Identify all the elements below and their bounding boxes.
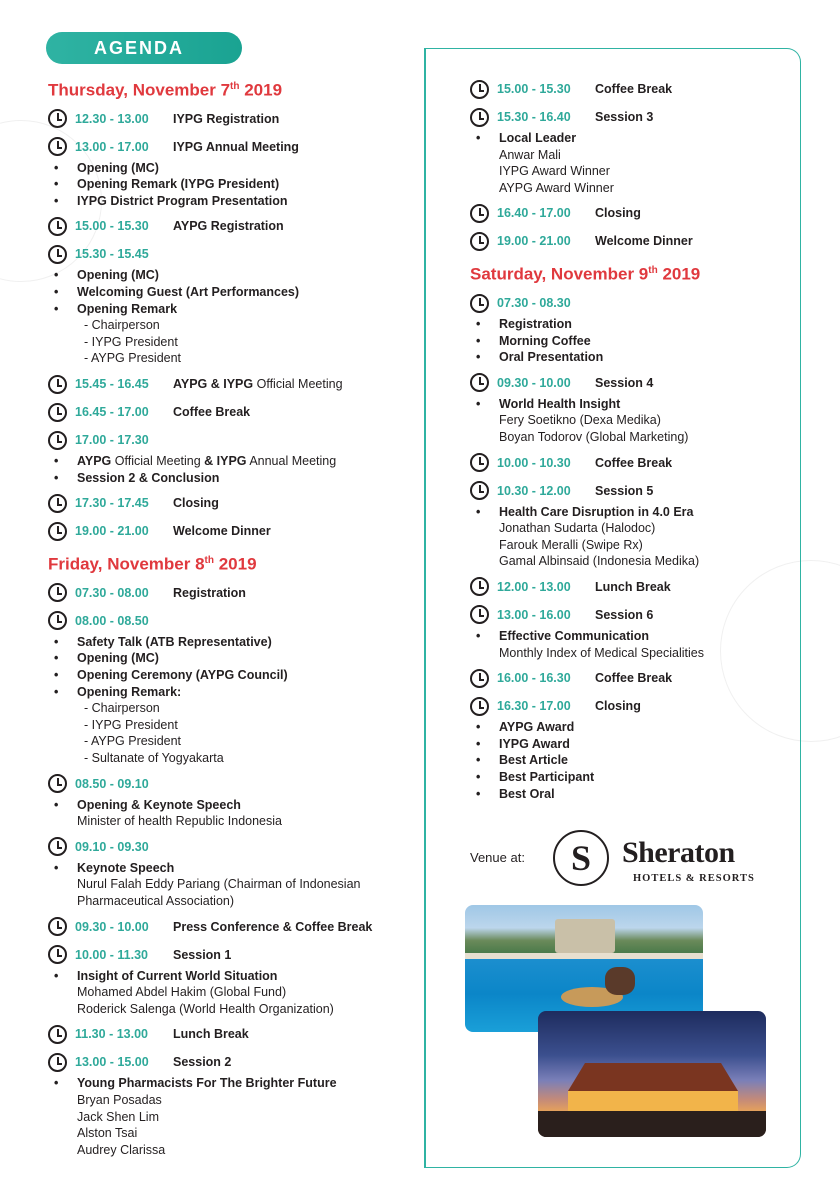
- agenda-slot: [470, 480, 790, 570]
- list-item: • Health Care Disruption in 4.0 Era: [470, 504, 790, 521]
- agenda-slot: [470, 106, 790, 196]
- agenda-slot: [48, 243, 418, 367]
- list-item: • Local Leader: [470, 130, 790, 147]
- slot-row: [48, 582, 418, 604]
- agenda-header: [46, 32, 242, 64]
- text-normal: Annual Meeting: [246, 454, 337, 468]
- list-item: • IYPG Award: [470, 736, 790, 753]
- clock-icon: [48, 217, 67, 236]
- slot-time: 11.30 - 13.00: [75, 1027, 148, 1042]
- slot-title: Lunch Break: [595, 579, 671, 594]
- list-subitem: Boyan Todorov (Global Marketing): [499, 430, 689, 444]
- agenda-slot: [48, 944, 418, 1018]
- list-item: • Effective Communication: [470, 628, 790, 645]
- list-item: • Best Oral: [470, 786, 790, 803]
- slot-row: [48, 429, 418, 451]
- list-subitem: Jonathan Sudarta (Halodoc): [499, 521, 656, 536]
- list-item: • World Health Insight: [470, 396, 790, 413]
- list-item: • Opening (MC): [48, 650, 418, 667]
- slot-row: [48, 136, 418, 158]
- list-subitem: Audrey Clarissa: [77, 1142, 166, 1157]
- clock-icon: [48, 583, 67, 602]
- slot-time: 13.00 - 17.00: [75, 139, 149, 154]
- day-heading: [48, 76, 418, 102]
- slot-row: [470, 480, 790, 502]
- agenda-slot: [48, 492, 418, 514]
- list-item: • Safety Talk (ATB Representative): [48, 634, 418, 651]
- slot-time: 09.30 - 10.00: [75, 919, 149, 934]
- agenda-slot: [470, 695, 790, 802]
- list-item: • Opening (MC): [48, 267, 418, 284]
- brand-subtitle: HOTELS & RESORTS: [633, 873, 755, 884]
- agenda-slot: [470, 230, 790, 252]
- clock-icon: [470, 204, 489, 223]
- agenda-slot: [470, 667, 790, 689]
- clock-icon: [48, 837, 67, 856]
- clock-icon: [48, 522, 67, 541]
- slot-row: [470, 667, 790, 689]
- slot-row: [48, 108, 418, 130]
- slot-items: [470, 130, 790, 196]
- slot-items: [470, 396, 790, 446]
- slot-items: [48, 267, 418, 367]
- day-heading: [470, 260, 790, 286]
- slot-time: 16.30 - 17.00: [497, 699, 571, 714]
- agenda-slot: [470, 372, 790, 446]
- list-item: • Keynote Speech: [48, 860, 418, 877]
- slot-time: 13.00 - 15.00: [75, 1055, 149, 1070]
- slot-time: 09.30 - 10.00: [497, 375, 571, 390]
- list-item: • Opening Remark:: [48, 684, 418, 701]
- list-subitem: Nurul Falah Eddy Pariang (Chairman of Indonesian: [77, 877, 361, 892]
- agenda-slot: [48, 429, 418, 486]
- clock-icon: [48, 774, 67, 793]
- slot-items: [470, 316, 790, 366]
- slot-title-bold: AYPG & IYPG: [173, 377, 254, 391]
- slot-items: [48, 634, 418, 767]
- list-item: • Opening Remark (IYPG President): [48, 176, 418, 193]
- list-item: • Welcoming Guest (Art Performances): [48, 284, 418, 301]
- clock-icon: [470, 605, 489, 624]
- slot-title: Welcome Dinner: [595, 234, 693, 249]
- agenda-slot: [470, 452, 790, 474]
- slot-row: [48, 373, 418, 395]
- slot-time: 13.00 - 16.00: [497, 607, 571, 622]
- slot-time: 17.00 - 17.30: [75, 433, 149, 447]
- slot-row: [470, 106, 790, 128]
- clock-icon: [48, 611, 67, 630]
- slot-time: 10.30 - 12.00: [497, 483, 571, 498]
- list-subitem: - AYPG President: [84, 734, 182, 749]
- list-item: [48, 453, 418, 470]
- slot-items: [48, 160, 418, 210]
- agenda-slot: [48, 773, 418, 830]
- clock-icon: [48, 1025, 67, 1044]
- list-subitem: Mohamed Abdel Hakim (Global Fund): [77, 985, 287, 1000]
- slot-row: [48, 836, 418, 858]
- slot-time: 09.10 - 09.30: [75, 839, 149, 854]
- list-subitem: Farouk Meralli (Swipe Rx): [499, 537, 643, 552]
- day-year: 2019: [657, 265, 701, 285]
- slot-time: 15.00 - 15.30: [497, 82, 571, 96]
- agenda-slot: [48, 373, 418, 395]
- slot-title: Closing: [595, 206, 641, 221]
- day-name: Saturday, November 9: [470, 265, 649, 285]
- list-subitem: Jack Shen Lim: [77, 1109, 159, 1124]
- slot-title: Coffee Break: [595, 671, 673, 686]
- slot-row: [48, 610, 418, 632]
- list-subitem: Roderick Salenga (World Health Organization): [77, 1001, 334, 1016]
- slot-row: [48, 492, 418, 514]
- slot-time: 07.30 - 08.00: [75, 585, 149, 600]
- agenda-slot: [48, 136, 418, 210]
- clock-icon: [48, 431, 67, 450]
- slot-title: Coffee Break: [595, 455, 673, 470]
- list-item: • Session 2 & Conclusion: [48, 470, 418, 487]
- right-column: [470, 72, 790, 802]
- slot-time: 16.45 - 17.00: [75, 405, 149, 419]
- agenda-slot: [48, 916, 418, 938]
- slot-title: Coffee Break: [173, 405, 251, 419]
- slot-row: [48, 944, 418, 966]
- slot-row: [48, 1023, 418, 1045]
- slot-title: Session 2: [173, 1055, 232, 1070]
- list-subitem: - AYPG President: [84, 351, 182, 366]
- slot-items: [48, 1075, 418, 1158]
- slot-row: [470, 372, 790, 394]
- clock-icon: [48, 917, 67, 936]
- slot-row: [470, 604, 790, 626]
- slot-title: AYPG Registration: [173, 219, 284, 234]
- slot-row: [470, 576, 790, 598]
- slot-items: [48, 453, 418, 486]
- slot-title-normal: Official Meeting: [253, 377, 343, 391]
- clock-icon: [470, 577, 489, 596]
- agenda-slot: [48, 582, 418, 604]
- agenda-slot: [48, 108, 418, 130]
- list-item: • Registration: [470, 316, 790, 333]
- clock-icon: [48, 137, 67, 156]
- day-ordinal: th: [204, 555, 214, 567]
- day-name: Friday, November 8: [48, 554, 205, 574]
- slot-title: Session 5: [595, 483, 654, 498]
- slot-time: 12.00 - 13.00: [497, 579, 571, 594]
- slot-title: Lunch Break: [173, 1027, 249, 1042]
- slot-items: [470, 719, 790, 802]
- slot-row: [470, 202, 790, 224]
- clock-icon: [470, 373, 489, 392]
- slot-time: 15.30 - 16.40: [497, 110, 571, 124]
- list-subitem: Pharmaceutical Association): [77, 893, 235, 908]
- list-subitem: IYPG Award Winner: [499, 164, 610, 179]
- clock-icon: [470, 697, 489, 716]
- list-subitem: - Chairperson: [84, 701, 160, 716]
- clock-icon: [48, 494, 67, 513]
- agenda-slot: [48, 1023, 418, 1045]
- clock-icon: [470, 108, 489, 127]
- list-subitem: Gamal Albinsaid (Indonesia Medika): [499, 554, 700, 569]
- slot-title: [173, 377, 343, 391]
- list-subitem: - IYPG President: [84, 334, 178, 349]
- text-bold: AYPG: [77, 454, 112, 468]
- slot-title: IYPG Annual Meeting: [173, 139, 299, 154]
- agenda-slot: [48, 215, 418, 237]
- left-column: [48, 76, 418, 1158]
- clock-icon: [470, 481, 489, 500]
- agenda-title: AGENDA: [94, 37, 185, 58]
- day-year: 2019: [213, 554, 257, 574]
- day-heading: [48, 550, 418, 576]
- day-ordinal: th: [230, 81, 240, 92]
- slot-title: Session 1: [173, 947, 232, 962]
- slot-time: 08.50 - 09.10: [75, 776, 149, 791]
- sheraton-logo-icon: [553, 830, 609, 886]
- agenda-slot: [470, 292, 790, 366]
- slot-title: Session 3: [595, 110, 654, 124]
- slot-title: Session 4: [595, 375, 654, 390]
- slot-row: [470, 292, 790, 314]
- agenda-slot: [48, 1051, 418, 1158]
- slot-items: [470, 504, 790, 570]
- list-item: • Best Participant: [470, 769, 790, 786]
- clock-icon: [48, 109, 67, 128]
- logo-letter: S: [570, 838, 592, 878]
- clock-icon: [470, 669, 489, 688]
- agenda-slot: [470, 576, 790, 598]
- slot-time: 19.00 - 21.00: [75, 524, 149, 539]
- slot-row: [48, 243, 418, 265]
- slot-row: [48, 215, 418, 237]
- slot-items: [48, 860, 418, 910]
- slot-row: [48, 916, 418, 938]
- slot-items: [470, 628, 790, 661]
- clock-icon: [470, 232, 489, 251]
- slot-items: [48, 968, 418, 1018]
- slot-row: [48, 520, 418, 542]
- hotel-night-photo: [538, 1011, 766, 1137]
- text-normal: Official Meeting: [111, 454, 205, 468]
- list-item: • Young Pharmacists For The Brighter Future: [48, 1075, 418, 1092]
- list-item: • Opening & Keynote Speech: [48, 797, 418, 814]
- slot-title: Press Conference & Coffee Break: [173, 919, 373, 934]
- list-item: • Opening Ceremony (AYPG Council): [48, 667, 418, 684]
- slot-row: [470, 78, 790, 100]
- slot-title: Closing: [173, 496, 219, 511]
- list-item: • Morning Coffee: [470, 333, 790, 350]
- list-item: • Insight of Current World Situation: [48, 968, 418, 985]
- day-name: Thursday, November 7: [48, 80, 231, 100]
- slot-time: 10.00 - 10.30: [497, 455, 571, 470]
- slot-time: 10.00 - 11.30: [75, 947, 148, 962]
- slot-title: Coffee Break: [595, 82, 673, 96]
- list-subitem: Anwar Mali: [499, 147, 561, 162]
- list-subitem: - Chairperson: [84, 318, 160, 333]
- venue-label: Venue at:: [470, 850, 525, 865]
- clock-icon: [48, 945, 67, 964]
- list-subitem: - Sultanate of Yogyakarta: [84, 751, 224, 765]
- list-subitem: Monthly Index of Medical Specialities: [499, 645, 704, 660]
- slot-row: [470, 695, 790, 717]
- day-year: 2019: [239, 80, 283, 100]
- slot-time: 15.45 - 16.45: [75, 377, 149, 391]
- slot-time: 16.40 - 17.00: [497, 206, 571, 221]
- list-item: • AYPG Award: [470, 719, 790, 736]
- list-item: • Opening Remark: [48, 301, 418, 318]
- agenda-slot: [470, 202, 790, 224]
- slot-time: 15.30 - 15.45: [75, 247, 149, 262]
- clock-icon: [48, 245, 67, 264]
- agenda-slot: [470, 78, 790, 100]
- agenda-slot: [48, 610, 418, 767]
- slot-time: 15.00 - 15.30: [75, 219, 149, 234]
- clock-icon: [470, 294, 489, 313]
- agenda-slot: [48, 520, 418, 542]
- list-subitem: AYPG Award Winner: [499, 180, 614, 195]
- text-bold: & IYPG: [204, 454, 247, 468]
- clock-icon: [48, 375, 67, 394]
- list-subitem: Bryan Posadas: [77, 1092, 162, 1107]
- slot-title: Registration: [173, 585, 246, 600]
- clock-icon: [48, 1053, 67, 1072]
- slot-title: Session 6: [595, 607, 654, 622]
- list-subitem: Alston Tsai: [77, 1126, 138, 1141]
- slot-time: 07.30 - 08.30: [497, 296, 571, 311]
- list-item: • Best Article: [470, 752, 790, 769]
- slot-row: [48, 1051, 418, 1073]
- agenda-slot: [48, 401, 418, 423]
- agenda-slot: [470, 604, 790, 661]
- slot-time: 17.30 - 17.45: [75, 496, 149, 511]
- list-item: • IYPG District Program Presentation: [48, 193, 418, 210]
- day-ordinal: th: [648, 265, 658, 277]
- slot-title: Welcome Dinner: [173, 524, 271, 539]
- list-subitem: Minister of health Republic Indonesia: [77, 814, 282, 829]
- slot-row: [48, 401, 418, 423]
- list-subitem: Fery Soetikno (Dexa Medika): [499, 413, 661, 428]
- slot-items: [48, 797, 418, 830]
- list-subitem: - IYPG President: [84, 717, 178, 732]
- list-item: • Opening (MC): [48, 160, 418, 177]
- slot-row: [48, 773, 418, 795]
- clock-icon: [470, 80, 489, 99]
- brand-name: Sheraton: [622, 836, 735, 869]
- slot-time: 08.00 - 08.50: [75, 613, 149, 628]
- list-item: • Oral Presentation: [470, 349, 790, 366]
- slot-row: [470, 452, 790, 474]
- slot-title: Closing: [595, 699, 641, 714]
- agenda-slot: [48, 836, 418, 910]
- slot-time: 16.00 - 16.30: [497, 671, 571, 686]
- slot-time: 19.00 - 21.00: [497, 234, 571, 249]
- clock-icon: [470, 453, 489, 472]
- slot-title: IYPG Registration: [173, 111, 280, 126]
- slot-time: 12.30 - 13.00: [75, 111, 149, 126]
- slot-row: [470, 230, 790, 252]
- clock-icon: [48, 403, 67, 422]
